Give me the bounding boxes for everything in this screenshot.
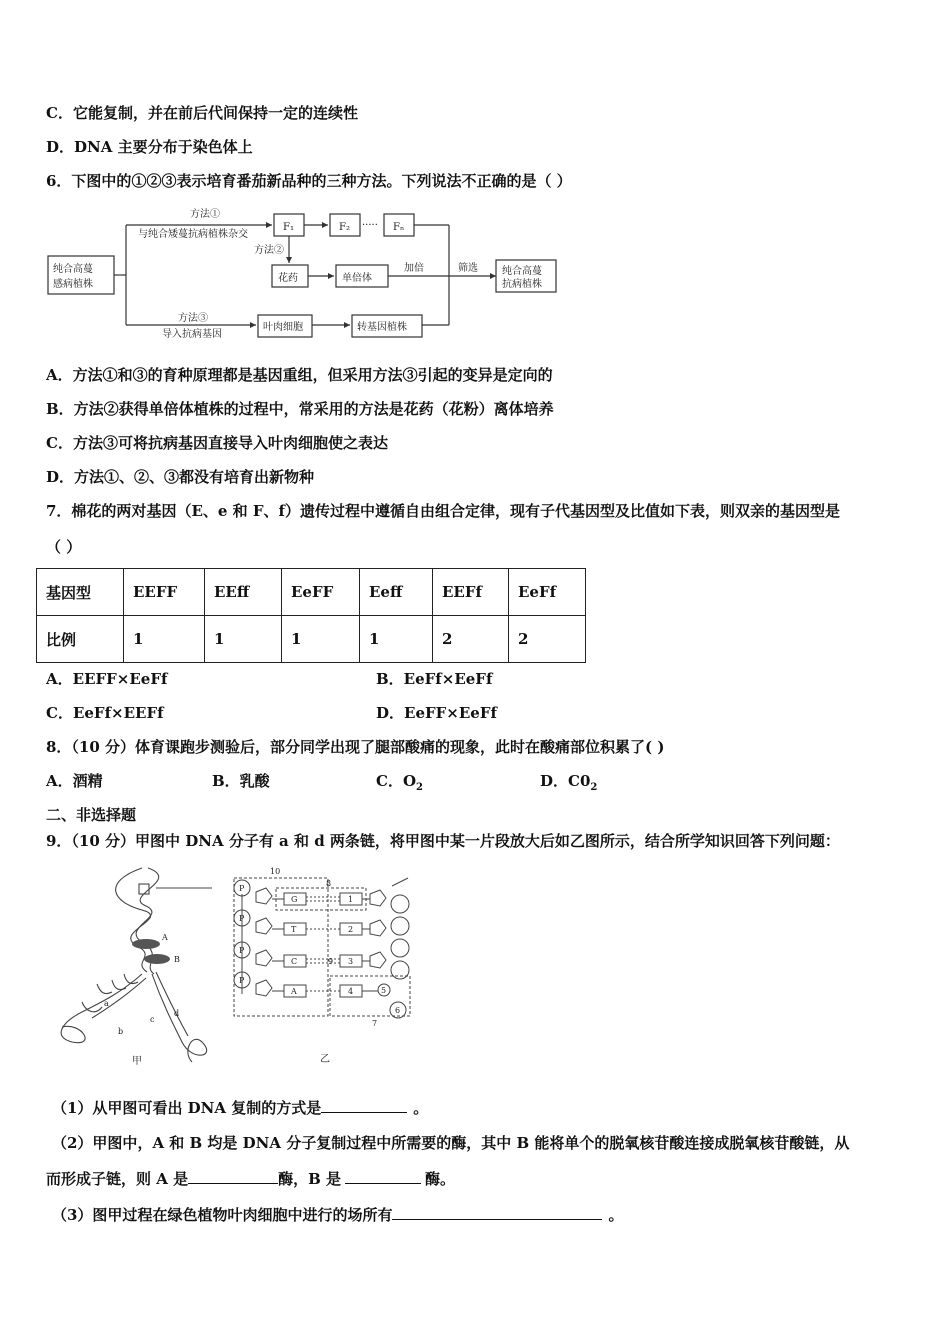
table-cell: 2 bbox=[509, 616, 586, 663]
table-cell: 2 bbox=[433, 616, 509, 663]
phosphate-label: P bbox=[239, 884, 245, 893]
table-cell: 1 bbox=[282, 616, 360, 663]
start-label-2: 感病植株 bbox=[53, 279, 93, 290]
result-label-2: 抗病植株 bbox=[502, 279, 542, 290]
q9-stem: 9．（10 分）甲图中 DNA 分子有 a 和 d 两条链，将甲图中某一片段放大后如乙图所示，结合所学知识回答下列问题： bbox=[46, 832, 840, 850]
haploid-label: 单倍体 bbox=[342, 273, 372, 284]
transgenic-label: 转基因植株 bbox=[357, 322, 407, 333]
q8-option-c bbox=[376, 770, 423, 793]
q9-sub3 bbox=[52, 1204, 623, 1225]
label-c: c bbox=[150, 1015, 155, 1024]
q7-option-a: A．EEFF×EeFf bbox=[46, 670, 168, 688]
base-number: 2 bbox=[348, 925, 354, 934]
q9-sub1-blank[interactable] bbox=[321, 1098, 407, 1113]
method2-label: 方法② bbox=[254, 245, 284, 256]
q7-stem: 7．棉花的两对基因（E、e 和 F、f）遗传过程中遵循自由组合定律，现有子代基因型及比值如下表，则双亲的基因型是 bbox=[46, 502, 840, 520]
q5-option-c: C．它能复制，并在前后代间保持一定的连续性 bbox=[46, 104, 358, 122]
double-label: 加倍 bbox=[404, 263, 424, 274]
base-label: A bbox=[291, 987, 297, 996]
q9-sub2-blank-a[interactable] bbox=[188, 1169, 278, 1184]
q6-option-a: A．方法①和③的育种原理都是基因重组，但采用方法③引起的变异是定向的 bbox=[46, 366, 553, 384]
table-cell: EEFf bbox=[433, 569, 509, 616]
base-number: 1 bbox=[348, 895, 354, 904]
screen-label: 筛选 bbox=[458, 263, 478, 274]
phosphate-label: P bbox=[239, 976, 245, 985]
label-7: 7 bbox=[372, 1019, 378, 1028]
q8-option-d-sub: 2 bbox=[590, 782, 598, 793]
mesophyll-label: 叶肉细胞 bbox=[263, 322, 303, 333]
q9-sub2b-text-3: 酶。 bbox=[425, 1170, 456, 1188]
start-label-1: 纯合高蔓 bbox=[53, 264, 93, 275]
q8-option-b: B．乳酸 bbox=[212, 772, 270, 790]
result-label-1: 纯合高蔓 bbox=[502, 266, 542, 277]
q9-figure-yi bbox=[228, 864, 428, 1073]
label-a: a bbox=[104, 999, 109, 1008]
f1-label: F₁ bbox=[283, 222, 294, 233]
table-cell: 1 bbox=[205, 616, 282, 663]
q9-sub2b bbox=[46, 1168, 455, 1189]
genotype-table bbox=[36, 568, 586, 663]
f2-label: F₂ bbox=[339, 222, 350, 233]
method1-desc: 与纯合矮蔓抗病植株杂交 bbox=[138, 229, 248, 240]
figure-jia-label: 甲 bbox=[132, 1056, 142, 1067]
q7-option-b: B．EeFf×EeFf bbox=[376, 670, 493, 688]
table-cell: 比例 bbox=[37, 616, 124, 663]
q9-sub1-end: 。 bbox=[413, 1099, 429, 1117]
q8-option-a: A．酒精 bbox=[46, 772, 103, 790]
q6-option-d: D．方法①、②、③都没有培育出新物种 bbox=[46, 468, 315, 486]
table-cell: 1 bbox=[360, 616, 433, 663]
table-cell: EeFF bbox=[282, 569, 360, 616]
q6-option-b: B．方法②获得单倍体植株的过程中，常采用的方法是花药（花粉）离体培养 bbox=[46, 400, 554, 418]
table-cell: 1 bbox=[124, 616, 205, 663]
label-9: 9 bbox=[328, 957, 334, 966]
phosphate-label: P bbox=[239, 946, 245, 955]
q9-sub2-blank-b[interactable] bbox=[345, 1169, 421, 1184]
q9-sub2a: （2）甲图中，A 和 B 均是 DNA 分子复制过程中所需要的酶，其中 B 能将单个的脱氧核苷酸连接成脱氧核苷酸链，从 bbox=[52, 1134, 850, 1152]
base-number: 3 bbox=[348, 957, 354, 966]
method3-label: 方法③ bbox=[178, 313, 208, 324]
table-cell: Eeff bbox=[360, 569, 433, 616]
table-cell: EeFf bbox=[509, 569, 586, 616]
base-label: G bbox=[291, 895, 298, 904]
q9-sub2b-text-1: 而形成子链，则 A 是 bbox=[46, 1170, 189, 1188]
label-8: 8 bbox=[326, 879, 332, 888]
q9-sub1 bbox=[52, 1097, 428, 1118]
table-cell: EEff bbox=[205, 569, 282, 616]
base-label: T bbox=[291, 925, 297, 934]
q7-stem-paren: （ ） bbox=[46, 538, 82, 556]
label-A: A bbox=[162, 933, 168, 942]
dots-label: ····· bbox=[362, 220, 378, 231]
q9-sub3-end: 。 bbox=[608, 1206, 624, 1224]
q7-option-c: C．EeFf×EEFf bbox=[46, 704, 164, 722]
method1-label: 方法① bbox=[190, 209, 220, 220]
table-cell: EEFF bbox=[124, 569, 205, 616]
q9-sub1-text: （1）从甲图可看出 DNA 复制的方式是 bbox=[52, 1099, 322, 1117]
label-5: 5 bbox=[381, 986, 387, 995]
label-d: d bbox=[174, 1009, 180, 1018]
phosphate-label: P bbox=[239, 914, 245, 923]
section-title: 二、非选择题 bbox=[46, 806, 137, 824]
base-number: 4 bbox=[348, 987, 354, 996]
table-row bbox=[37, 569, 586, 616]
q6-breeding-diagram bbox=[44, 203, 564, 347]
fn-label: Fₙ bbox=[393, 222, 405, 233]
label-10: 10 bbox=[270, 867, 281, 876]
q8-option-c-sub: 2 bbox=[416, 782, 423, 793]
base-label: C bbox=[291, 957, 298, 966]
q5-option-d: D．DNA 主要分布于染色体上 bbox=[46, 138, 253, 156]
table-row bbox=[37, 616, 586, 663]
q8-stem: 8．（10 分）体育课跑步测验后，部分同学出现了腿部酸痛的现象，此时在酸痛部位积累了( ) bbox=[46, 738, 665, 756]
q8-option-c-text: C．O bbox=[376, 772, 417, 790]
q8-option-d bbox=[540, 770, 597, 793]
label-b: b bbox=[118, 1027, 124, 1036]
anther-label: 花药 bbox=[278, 273, 298, 284]
q9-figure-jia bbox=[42, 862, 232, 1076]
q7-option-d: D．EeFF×EeFf bbox=[376, 704, 497, 722]
label-6: 6 bbox=[395, 1006, 401, 1015]
q9-sub2b-text-2: 酶，B 是 bbox=[278, 1170, 341, 1188]
figure-yi-label: 乙 bbox=[320, 1054, 330, 1065]
table-cell: 基因型 bbox=[37, 569, 124, 616]
method3-desc: 导入抗病基因 bbox=[162, 329, 222, 340]
label-B: B bbox=[174, 955, 180, 964]
q9-sub3-text: （3）图甲过程在绿色植物叶肉细胞中进行的场所有 bbox=[52, 1206, 393, 1224]
q9-sub3-blank[interactable] bbox=[392, 1205, 602, 1220]
q6-option-c: C．方法③可将抗病基因直接导入叶肉细胞使之表达 bbox=[46, 434, 388, 452]
q8-option-d-text: D．C0 bbox=[540, 772, 591, 790]
q6-stem: 6．下图中的①②③表示培育番茄新品种的三种方法。下列说法不正确的是（ ） bbox=[46, 172, 572, 190]
